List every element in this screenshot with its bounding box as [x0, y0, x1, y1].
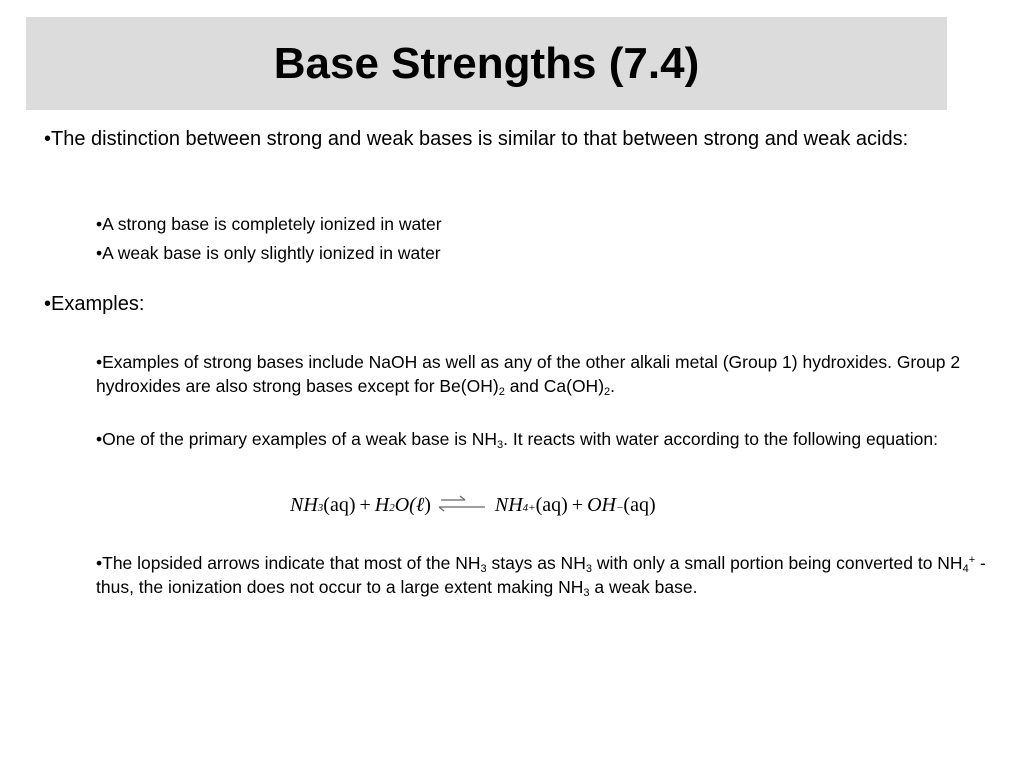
chemical-equation: NH 3 (aq) + H 2 O( ℓ ) NH 4 + (aq) + OH − (aq) [290, 494, 656, 516]
eq-o: O( [394, 494, 416, 516]
subscript: 3 [583, 587, 590, 599]
text-segment: •One of the primary examples of a weak base is NH [96, 429, 498, 449]
bullet-strong-base: •A strong base is completely ionized in water [96, 214, 442, 234]
eq-aq: (aq) [623, 494, 656, 516]
eq-oh: OH [587, 494, 616, 516]
eq-ell: ℓ [415, 494, 425, 516]
eq-plus: + [359, 494, 371, 516]
subscript: 2 [498, 386, 505, 398]
lopsided-equilibrium-arrows-icon [435, 493, 491, 515]
text-segment: and Ca(OH) [504, 376, 605, 396]
eq-nh3: NH [290, 494, 318, 516]
eq-aq: (aq) [535, 494, 568, 516]
subscript: 3 [585, 563, 592, 575]
text-segment: •Examples of strong bases include NaOH as well as any of the other alkali metal (Group 1) hydroxides. Group 2 hydroxides are also strong bases except for Be(OH) [96, 352, 961, 396]
text-segment: . [610, 376, 616, 396]
eq-plus: + [571, 494, 584, 516]
slide-title: Base Strengths (7.4) [273, 38, 700, 88]
bullet-weak-base: •A weak base is only slightly ionized in water [96, 243, 441, 263]
subscript: 2 [604, 386, 611, 398]
superscript: + [968, 554, 976, 566]
bullet-strong-examples [96, 350, 986, 398]
bullet-lopsided-arrows [96, 551, 986, 599]
bullet-distinction-text: •The distinction between strong and weak bases is similar to that between strong and weak acids: [44, 128, 909, 150]
text-segment: stays as NH [486, 553, 586, 573]
eq-close: ) [424, 494, 431, 516]
text-segment: . It reacts with water according to the following equation: [503, 429, 938, 449]
eq-aq: (aq) [323, 494, 356, 516]
text-segment: with only a small portion being converted to NH [591, 553, 963, 573]
text-segment: •The lopsided arrows indicate that most of the NH [96, 553, 481, 573]
subscript: 3 [480, 563, 487, 575]
eq-nh4: NH [494, 494, 523, 516]
bullet-weak-example [96, 427, 986, 451]
text-segment: - thus, the ionization does not occur to a large extent making NH [96, 553, 986, 597]
subscript: 3 [497, 439, 504, 451]
text-segment: a weak base. [589, 577, 698, 597]
bullet-distinction [44, 126, 984, 153]
bullet-examples: •Examples: [44, 293, 145, 315]
eq-h: H [374, 494, 390, 516]
subscript: 4 [962, 563, 969, 575]
title-bar [26, 17, 947, 110]
